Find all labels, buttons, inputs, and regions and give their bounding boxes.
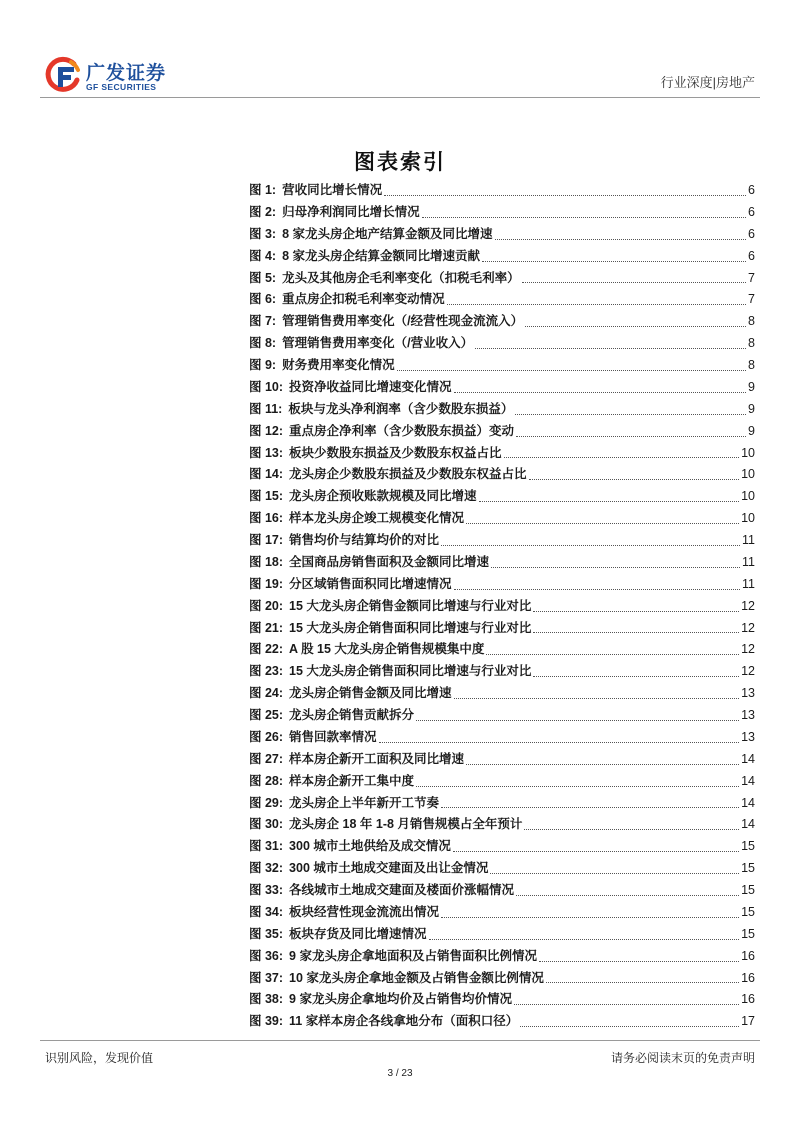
toc-entry-label: 图 29: — [249, 795, 284, 810]
toc-entry[interactable] — [249, 661, 755, 683]
toc-dot-leader — [475, 348, 746, 349]
toc-entry-title: 样本房企新开工面积及同比增速 — [289, 751, 465, 766]
toc-entry-page: 8 — [748, 314, 755, 329]
toc-entry[interactable] — [249, 486, 755, 508]
toc-entry-title: 板块少数股东损益及少数股东权益占比 — [289, 445, 502, 460]
toc-entry[interactable] — [249, 793, 755, 815]
toc-entry[interactable] — [249, 858, 755, 880]
toc-entry-label: 图 11: — [249, 401, 283, 416]
toc-entry[interactable] — [249, 224, 755, 246]
toc-entry-page: 12 — [741, 598, 755, 613]
toc-entry[interactable] — [249, 268, 755, 290]
toc-entry-label: 图 38: — [249, 992, 284, 1007]
toc-entry-label: 图 35: — [249, 926, 284, 941]
toc-entry-title: 8 家龙头房企结算金额同比增速贡献 — [282, 248, 481, 263]
footer-divider — [40, 1040, 760, 1041]
toc-entry-title: 样本龙头房企竣工规模变化情况 — [289, 511, 465, 526]
toc-entry-title: 板块与龙头净利润率（含少数股东损益） — [288, 401, 514, 416]
toc-entry-page: 11 — [742, 554, 755, 569]
toc-entry[interactable] — [249, 596, 755, 618]
toc-entry-title: 10 家龙头房企拿地金额及占销售金额比例情况 — [289, 970, 544, 985]
toc-dot-leader — [533, 632, 739, 633]
toc-dot-leader — [416, 786, 739, 787]
toc-dot-leader — [454, 392, 746, 393]
toc-entry[interactable] — [249, 705, 755, 727]
toc-dot-leader — [520, 1026, 739, 1027]
toc-entry-title: 9 家龙头房企拿地均价及占销售均价情况 — [289, 992, 512, 1007]
toc-entry-label: 图 9: — [249, 358, 277, 372]
page-number: 3 / 23 — [387, 1068, 413, 1079]
toc-entry-page: 14 — [741, 773, 755, 788]
toc-entry-label: 图 39: — [249, 1014, 284, 1029]
toc-entry-label: 图 37: — [249, 970, 284, 985]
logo-text-en: GF SECURITIES — [86, 82, 157, 92]
toc-dot-leader — [384, 195, 746, 196]
toc-entry[interactable] — [249, 814, 755, 836]
toc-entry-page: 8 — [748, 336, 755, 351]
toc-entry-title: 300 城市土地供给及成交情况 — [289, 839, 451, 854]
toc-entry-label: 图 19: — [249, 576, 284, 591]
toc-dot-leader — [522, 282, 746, 283]
report-section-label: 行业深度|房地产 — [660, 75, 755, 90]
toc-entry[interactable] — [249, 749, 755, 771]
toc-entry-page: 14 — [741, 795, 755, 810]
toc-entry-label: 图 18: — [249, 554, 284, 569]
toc-dot-leader — [397, 370, 746, 371]
toc-entry-label: 图 28: — [249, 773, 284, 788]
toc-entry-title: 全国商品房销售面积及金额同比增速 — [289, 554, 490, 569]
figure-index-list — [249, 180, 755, 1033]
toc-entry[interactable] — [249, 377, 755, 399]
toc-dot-leader — [454, 698, 740, 699]
toc-entry-label: 图 20: — [249, 598, 284, 613]
toc-entry-label: 图 31: — [249, 839, 284, 854]
toc-entry-title: 15 大龙头房企销售面积同比增速与行业对比 — [289, 664, 532, 679]
toc-entry[interactable] — [249, 180, 755, 202]
toc-entry-label: 图 16: — [249, 511, 284, 526]
toc-entry-label: 图 2: — [249, 204, 277, 219]
toc-entry[interactable] — [249, 530, 755, 552]
toc-entry-title: 龙头房企 18 年 1-8 月销售规模占全年预计 — [289, 817, 523, 832]
toc-entry[interactable] — [249, 727, 755, 749]
toc-entry-page: 12 — [741, 620, 755, 635]
toc-dot-leader — [546, 982, 739, 983]
toc-dot-leader — [495, 239, 747, 240]
toc-entry-page: 10 — [741, 489, 755, 504]
toc-entry-page: 10 — [741, 511, 755, 526]
toc-entry-page: 13 — [741, 729, 755, 744]
toc-entry-page: 9 — [748, 379, 755, 394]
gf-securities-logo-icon — [44, 56, 82, 94]
toc-entry-label: 图 4: — [249, 248, 277, 263]
toc-entry[interactable] — [249, 333, 755, 355]
toc-dot-leader — [453, 851, 739, 852]
toc-entry-page: 12 — [741, 642, 755, 657]
toc-entry-title: 管理销售费用率变化（/营业收入） — [282, 336, 474, 351]
toc-entry-label: 图 32: — [249, 861, 284, 876]
toc-entry[interactable] — [249, 289, 755, 311]
toc-dot-leader — [514, 1004, 739, 1005]
toc-dot-leader — [466, 764, 739, 765]
toc-dot-leader — [504, 457, 740, 458]
footer-slogan: 识别风险，发现价值 — [45, 1051, 154, 1065]
logo-text-cn: 广发证券 — [86, 63, 167, 84]
toc-entry-label: 图 17: — [249, 533, 284, 547]
toc-entry[interactable] — [249, 639, 755, 661]
toc-entry-page: 13 — [741, 686, 755, 701]
toc-entry[interactable] — [249, 902, 755, 924]
toc-entry-title: 分区域销售面积同比增速情况 — [289, 576, 452, 591]
toc-entry-label: 图 6: — [249, 292, 277, 307]
toc-entry-title: 重点房企净利率（含少数股东损益）变动 — [289, 423, 515, 438]
toc-entry-page: 6 — [748, 183, 755, 197]
toc-dot-leader — [416, 720, 739, 721]
toc-entry-title: 板块经营性现金流流出情况 — [289, 904, 440, 919]
toc-entry-label: 图 5: — [249, 270, 277, 285]
toc-entry-page: 6 — [748, 248, 755, 263]
toc-entry-page: 17 — [741, 1014, 755, 1029]
toc-entry-page: 6 — [748, 204, 755, 219]
toc-entry-page: 16 — [741, 992, 755, 1007]
toc-entry[interactable] — [249, 464, 755, 486]
toc-entry-title: 归母净利润同比增长情况 — [282, 204, 420, 219]
toc-entry-title: 财务费用率变化情况 — [282, 358, 395, 372]
toc-dot-leader — [533, 611, 739, 612]
toc-dot-leader — [533, 676, 739, 677]
toc-entry[interactable] — [249, 836, 755, 858]
toc-entry-title: 营收同比增长情况 — [282, 183, 383, 197]
toc-entry[interactable] — [249, 311, 755, 333]
toc-entry-title: 销售均价与结算均价的对比 — [289, 533, 440, 547]
toc-entry-page: 12 — [741, 664, 755, 679]
toc-dot-leader — [479, 501, 740, 502]
toc-entry-page: 14 — [741, 817, 755, 832]
toc-entry-page: 10 — [741, 445, 755, 460]
toc-entry[interactable] — [249, 683, 755, 705]
toc-entry-label: 图 21: — [249, 620, 284, 635]
toc-dot-leader — [486, 654, 739, 655]
toc-dot-leader — [491, 567, 740, 568]
toc-entry-page: 8 — [748, 358, 755, 372]
toc-entry[interactable] — [249, 508, 755, 530]
toc-entry-title: 龙头房企上半年新开工节奏 — [289, 795, 440, 810]
toc-dot-leader — [441, 917, 739, 918]
toc-entry-page: 13 — [741, 708, 755, 722]
toc-entry-title: 300 城市土地成交建面及出让金情况 — [289, 861, 489, 876]
toc-entry-title: 龙头房企销售贡献拆分 — [289, 708, 415, 722]
toc-entry-label: 图 12: — [249, 423, 284, 438]
toc-entry[interactable] — [249, 355, 755, 377]
toc-dot-leader — [379, 742, 740, 743]
toc-entry-label: 图 10: — [249, 379, 284, 394]
toc-dot-leader — [422, 217, 746, 218]
toc-entry-page: 7 — [748, 292, 755, 307]
toc-entry-label: 图 23: — [249, 664, 284, 679]
toc-dot-leader — [441, 545, 740, 546]
toc-dot-leader — [524, 829, 739, 830]
toc-entry-title: 投资净收益同比增速变化情况 — [289, 379, 452, 394]
toc-entry-title: 9 家龙头房企拿地面积及占销售面积比例情况 — [289, 948, 537, 963]
toc-entry-page: 10 — [741, 467, 755, 482]
toc-entry-label: 图 27: — [249, 751, 284, 766]
toc-entry-label: 图 1: — [249, 183, 277, 197]
toc-entry-page: 11 — [742, 533, 755, 547]
toc-entry-page: 14 — [741, 751, 755, 766]
company-logo — [44, 56, 174, 98]
toc-entry-page: 9 — [748, 423, 755, 438]
toc-dot-leader — [429, 939, 740, 940]
toc-entry-title: 8 家龙头房企地产结算金额及同比增速 — [282, 226, 493, 241]
toc-entry-page: 16 — [741, 970, 755, 985]
toc-entry[interactable] — [249, 771, 755, 793]
toc-entry-title: 龙头房企销售金额及同比增速 — [289, 686, 452, 701]
toc-entry-title: 龙头房企少数股东损益及少数股东权益占比 — [289, 467, 527, 482]
toc-dot-leader — [539, 961, 739, 962]
toc-entry-label: 图 36: — [249, 948, 284, 963]
toc-entry-page: 6 — [748, 226, 755, 241]
toc-entry-title: 板块存货及同比增速情况 — [289, 926, 427, 941]
toc-entry-page: 15 — [741, 904, 755, 919]
toc-entry-page: 16 — [741, 948, 755, 963]
toc-entry-title: 龙头房企预收账款规模及同比增速 — [289, 489, 477, 504]
page-title: 图表索引 — [354, 151, 446, 174]
toc-entry-title: 销售回款率情况 — [289, 729, 377, 744]
toc-entry-label: 图 14: — [249, 467, 284, 482]
toc-entry-title: A 股 15 大龙头房企销售规模集中度 — [289, 642, 485, 657]
toc-entry-page: 15 — [741, 883, 755, 897]
toc-entry-label: 图 26: — [249, 729, 284, 744]
toc-entry-label: 图 34: — [249, 904, 284, 919]
toc-dot-leader — [441, 807, 739, 808]
toc-entry[interactable] — [249, 880, 755, 902]
toc-entry-label: 图 22: — [249, 642, 284, 657]
toc-entry[interactable] — [249, 946, 755, 968]
toc-entry-title: 15 大龙头房企销售面积同比增速与行业对比 — [289, 620, 532, 635]
toc-entry-title: 11 家样本房企各线拿地分布（面积口径） — [289, 1014, 519, 1029]
toc-entry-label: 图 13: — [249, 445, 284, 460]
toc-dot-leader — [447, 304, 746, 305]
toc-entry-label: 图 15: — [249, 489, 284, 504]
toc-entry[interactable] — [249, 202, 755, 224]
header-divider — [40, 97, 760, 98]
toc-entry-label: 图 7: — [249, 314, 277, 329]
toc-entry-page: 7 — [748, 270, 755, 285]
toc-entry[interactable] — [249, 443, 755, 465]
toc-entry[interactable] — [249, 574, 755, 596]
toc-entry[interactable] — [249, 1011, 755, 1033]
toc-entry-label: 图 8: — [249, 336, 277, 351]
toc-entry-title: 15 大龙头房企销售金额同比增速与行业对比 — [289, 598, 532, 613]
toc-entry[interactable] — [249, 618, 755, 640]
toc-entry-title: 管理销售费用率变化（/经营性现金流流入） — [282, 314, 524, 329]
footer-disclaimer: 请务必阅读末页的免责声明 — [610, 1051, 755, 1065]
toc-entry-title: 龙头及其他房企毛利率变化（扣税毛利率） — [282, 270, 520, 285]
toc-entry-page: 11 — [742, 576, 755, 591]
toc-entry-title: 各线城市土地成交建面及楼面价涨幅情况 — [289, 883, 515, 897]
toc-entry-page: 15 — [741, 839, 755, 854]
toc-dot-leader — [515, 414, 746, 415]
toc-entry[interactable] — [249, 968, 755, 990]
toc-entry-title: 重点房企扣税毛利率变动情况 — [282, 292, 445, 307]
toc-dot-leader — [454, 589, 740, 590]
toc-dot-leader — [516, 436, 746, 437]
toc-dot-leader — [529, 479, 740, 480]
toc-dot-leader — [466, 523, 739, 524]
toc-entry[interactable] — [249, 399, 755, 421]
toc-entry-label: 图 3: — [249, 226, 277, 241]
toc-dot-leader — [516, 895, 739, 896]
toc-entry-label: 图 30: — [249, 817, 284, 832]
toc-entry-label: 图 25: — [249, 708, 284, 722]
toc-entry-page: 9 — [748, 401, 755, 416]
toc-dot-leader — [490, 873, 739, 874]
toc-dot-leader — [525, 326, 746, 327]
toc-entry-page: 15 — [741, 926, 755, 941]
toc-entry-label: 图 33: — [249, 883, 284, 897]
toc-entry[interactable] — [249, 924, 755, 946]
toc-dot-leader — [482, 261, 746, 262]
toc-entry[interactable] — [249, 246, 755, 268]
toc-entry[interactable] — [249, 989, 755, 1011]
toc-entry[interactable] — [249, 421, 755, 443]
toc-entry-label: 图 24: — [249, 686, 284, 701]
toc-entry-page: 15 — [741, 861, 755, 876]
toc-entry-title: 样本房企新开工集中度 — [289, 773, 415, 788]
toc-entry[interactable] — [249, 552, 755, 574]
